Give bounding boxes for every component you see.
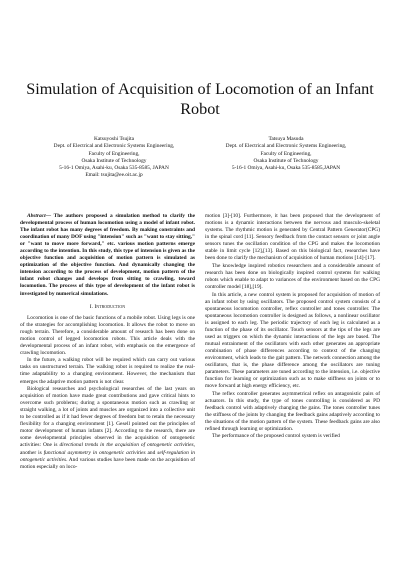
abstract-lead: Abstract	[27, 213, 46, 219]
section-heading-introduction: I. Introduction	[89, 303, 126, 310]
author-email: Email: tsujita@ee.oit.ac.jp	[85, 172, 143, 179]
author-block-1	[24, 136, 204, 180]
emphasis: self-regulation in ontogenetic activities	[20, 449, 195, 463]
emphasis: directional trends in the acquisition of ontogenetic activities	[59, 442, 194, 449]
author-address: 5-16-1 Omiya, Asahi-ku, Osaka 535-8585, JAPAN	[59, 165, 169, 172]
author-address: 5-16-1 Omiya, Asahi-ku, Osaka 535-8585,JAPAN	[231, 165, 341, 172]
emphasis: functional asymmetry in ontogenetic activities	[43, 449, 146, 456]
paragraph: The performance of the proposed control system is verified	[212, 433, 340, 440]
author-block-2	[196, 136, 376, 172]
paragraph: Locomotion is one of the basic functions of a mobile robot. Using legs is one of the strategies for accomplishing locomotion. It allows the robot to move on rough terrain. Therefore, a considerable amount of research has been done on motion control of legged locomotion robots. This article deals with the developmental process of an infant robot, with emphasis on the emergence of crawling locomotion.	[20, 314, 195, 356]
paragraph: The reflex controller generates asymmetrical reflex on antagonistic pairs of actuators. In this study, the type of tones controlling is considered as PD feedback control with adaptively changing the gains. The tones controller tunes the stiffness of the joints by changing the feedback gains adaptively according to the situations of the motion pattern of the system. These feedback gains are also refined through learning or optimization.	[205, 390, 380, 432]
right-column	[205, 213, 380, 441]
text-run: and	[145, 449, 158, 456]
author-dept: Dept. of Electrical and Electronic Systems Engineering,	[53, 143, 175, 150]
author-faculty: Faculty of Engineering,	[88, 150, 140, 157]
author-faculty: Faculty of Engineering,	[260, 150, 312, 157]
abstract	[20, 213, 195, 298]
text-run: , another is	[20, 442, 195, 456]
paragraph: In the future, a walking robot will be required which can carry out various tasks on unstructured terrain. The walking robot is required to realize the real-time adaptability to a changing environment. However, the mechanism that emerges the adaptive motion pattern is not clear.	[20, 357, 195, 385]
paragraph: motion [3]-[10]. Furthermore, it has been proposed that the development of motions is a dynamic interactions between the nervous and musculo-skeletal systems. The rhythmic motion is generated by Central Pattern Generator(CPG) in the spinal cord [11]. Sensory feedback from the contact sensors or joint angle sensors tunes the oscillation condition of the CPG and makes the locomotion stable in limit cycle [12],[13]. Based on this biological fact, researches have been done to clarify the mechanism of acquisition of human motions [14]-[17].	[205, 213, 380, 262]
text-run: Biological researches and psychological researches of the last years on acquisition of motion have made great contributions and gave critical hints to overcome such problems; during a spontaneous motion such as crawling or straight walking, a lot of joints and muscles are organized into a collective unit to be controlled as if it had fewer degrees of freedom but to retain the necessary flexibility for a changing environment [1]. Gesell pointed out the principles of motor development of human infants [2]. According to the research, there are some developmental principles observed in the acquisition of ontogenetic activities: One is	[20, 386, 195, 449]
paper-title: Simulation of Acquisition of Locomotion of an Infant Robot	[26, 80, 374, 118]
author-univ: Osaka Institute of Technology	[81, 157, 147, 164]
author-name: Katsuyoshi Tsujita	[93, 136, 135, 142]
paragraph: In this article, a new control system is proposed for acquisition of motion of an infant robot by using oscillators. The proposed control system consists of a spontaneous locomotion controller, reflex controller and tones controller. The spontaneous locomotion controller is designed as follows, a nonlinear oscillator is assigned to each leg. The periodic trajectory of each leg is calculated as a function of the phase of its oscillator. Touch sensors at the tips of the legs are used as triggers on which the dynamic interactions of the legs are based. The mutual entrainment of the oscillators with each other generates an appropriate combination of phase differences according to context of the changing environment, which leads to the gait pattern. The network connection among the oscillators, that is, the phase difference among the oscillators are tuning parameters. These parameters are tuned according to the intension, i.e. objective function for learning or optimization such as to make stiffness on joints or to move forward at high energy efficiency, etc.	[205, 291, 380, 390]
abstract-text: — The authors proposed a simulation method to clarify the developmental process of human locomotion using a model of infant robot. The infant robot has many degrees of freedom. By making constraints and coordination of many DOF using "intension" such as "want to stay sitting," or "want to move more forward," etc. various motion patterns emerge according to the intention. In this study, this type of intension is given as the objective function and acquisition of motion pattern is simulated as optimization of the objective function. And dynamically changing the intension according to the process of development, motion pattern of the infant robot changes and develops from sitting to crawling, toward locomotion. The process of this type of development of the infant robot is investigated by numerical simulations.	[20, 213, 195, 297]
author-dept: Dept. of Electrical and Electronic Systems Engineering,	[225, 143, 347, 150]
author-name: Tatsuya Masuda	[268, 136, 304, 142]
author-univ: Osaka Institute of Technology	[253, 157, 319, 164]
left-column	[20, 213, 195, 471]
paragraph	[20, 386, 195, 471]
text-run: . And various studies have been made on the acquisition of motion especially on loco-	[20, 456, 195, 470]
paragraph: The knowledge inspired robotics researchers and a considerable amount of research has been done on biologically inspired control systems for walking robots which enable to adapt to variances of the environment based on the CPG controller model [18],[19].	[205, 262, 380, 290]
